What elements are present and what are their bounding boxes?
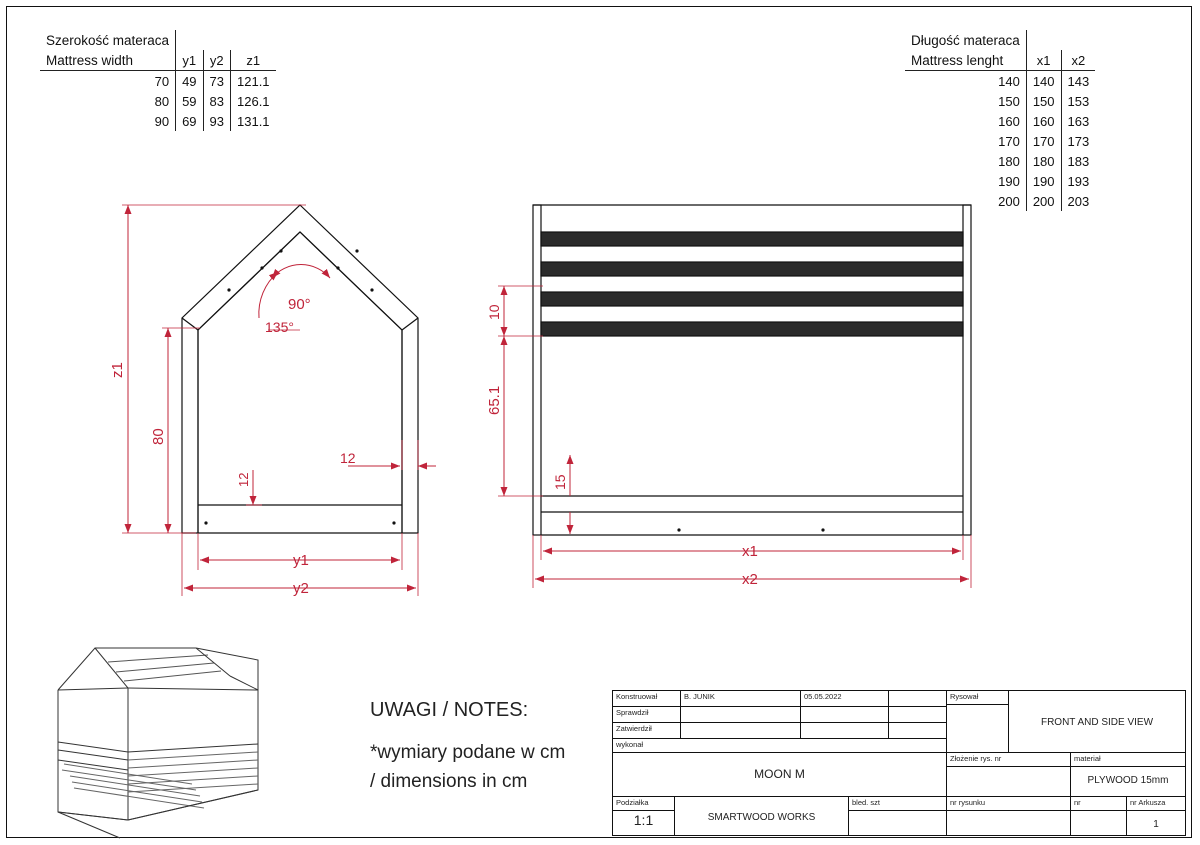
dim-z1: z1 [109,362,126,378]
cell-x2: 153 [1061,91,1095,111]
spacer-cell [203,30,230,50]
table-row [905,171,1095,191]
table-row [905,191,1095,211]
cell-y1: 59 [176,91,203,111]
dim-x1: x1 [742,543,758,560]
table-title-en: Mattress lenght [905,50,1026,71]
view-name: FRONT AND SIDE VIEW [1009,691,1185,753]
rev-value [947,705,1009,753]
cell-y2: 73 [203,71,230,92]
angle-90: 90° [288,296,311,313]
cell-x2: 163 [1061,111,1095,131]
checked-date [801,707,889,723]
cell-y2: 83 [203,91,230,111]
dim-x2: x2 [742,571,758,588]
product-name: MOON M [613,753,947,797]
cell-x2: 183 [1061,151,1095,171]
dim-80: 80 [150,428,167,445]
table-row [905,91,1095,111]
maker-label: wykonał [613,739,947,753]
cell-x1: 180 [1026,151,1061,171]
dim-y2: y2 [293,580,309,597]
cell-x2: 203 [1061,191,1095,211]
cell-y2: 93 [203,111,230,131]
angle-135: 135° [265,319,294,335]
cell-x1: 140 [1026,71,1061,92]
cell-z1: 121.1 [231,71,276,92]
cell-length: 180 [998,153,1020,169]
checked-sign [889,707,947,723]
sheet-nr-value: 1 [1153,819,1159,830]
table-row [40,111,276,131]
dim-15: 15 [552,474,568,490]
table-title-pl: Szerokość materaca [46,32,170,48]
designed-value: B. JUNIK [681,691,801,707]
cell-length: 200 [998,193,1020,209]
cell-z1: 126.1 [231,91,276,111]
cell-length: 170 [998,133,1020,149]
checked-value [681,707,801,723]
spacer-cell [1026,30,1061,50]
cell-length: 190 [998,173,1020,189]
table-row [40,71,276,92]
cell-z1: 131.1 [231,111,276,131]
table-row [40,30,276,50]
dim-651: 65.1 [486,385,503,415]
table-title-pl: Długość materaca [911,32,1020,48]
table-row [905,30,1095,50]
cell-width: 80 [154,93,170,109]
cell-length: 150 [998,93,1020,109]
mattress-length-table [905,30,1095,211]
table-row [905,71,1095,92]
spacer-cell [176,30,203,50]
title-block [612,690,1186,836]
unit-value [849,811,947,836]
material-label: materiał [1071,753,1185,767]
material-value: PLYWOOD 15mm [1071,767,1185,797]
scale-value: 1:1 [613,811,675,836]
cell-width: 70 [154,73,170,89]
table-row [905,131,1095,151]
table-row [905,151,1095,171]
table-row [40,91,276,111]
checked-label: Sprawdził [613,707,681,723]
designed-date: 05.05.2022 [801,691,889,707]
spacer-cell [1061,30,1095,50]
cell-length: 140 [998,73,1020,89]
dim-12-horizontal: 12 [340,450,356,466]
cell-x1: 160 [1026,111,1061,131]
column-header-x1: x1 [1026,50,1061,71]
cell-length: 160 [998,113,1020,129]
notes-block [370,695,565,797]
dim-y1: y1 [293,552,309,569]
notes-line-2: / dimensions in cm [370,771,528,793]
column-header-z1: z1 [231,50,276,71]
approved-label: Zatwierdził [613,723,681,739]
sheet-nr-label: nr Arkusza [1127,797,1185,811]
assembly-value [947,767,1071,797]
column-header-y2: y2 [203,50,230,71]
spacer-cell [231,30,276,50]
designed-sign [889,691,947,707]
notes-line-1: *wymiary podane w cm [370,742,566,763]
nr-value [1071,811,1127,836]
cell-x2: 193 [1061,171,1095,191]
table-header-row [40,50,276,71]
cell-x1: 190 [1026,171,1061,191]
company-name: SMARTWOOD WORKS [675,797,849,836]
scale-label: Podziałka [613,797,675,811]
table-row [905,111,1095,131]
approved-value [681,723,801,739]
cell-x1: 150 [1026,91,1061,111]
cell-x1: 170 [1026,131,1061,151]
cell-x2: 173 [1061,131,1095,151]
column-header-y1: y1 [176,50,203,71]
sign-label: nr rysunku [947,797,1071,811]
nr-label: nr [1071,797,1127,811]
cell-x2: 143 [1061,71,1095,92]
notes-heading: UWAGI / NOTES: [370,699,529,721]
designed-label: Konstruował [613,691,681,707]
table-title-en: Mattress width [40,50,176,71]
rev-label: Rysował [947,691,1009,705]
table-header-row [905,50,1095,71]
dim-10: 10 [486,304,502,320]
dim-12-vertical: 12 [236,472,251,487]
cell-y1: 69 [176,111,203,131]
cell-x1: 200 [1026,191,1061,211]
approved-date [801,723,889,739]
approved-sign [889,723,947,739]
sign-value [947,811,1071,836]
mattress-width-table [40,30,276,131]
cell-width: 90 [154,113,170,129]
unit-label: bled. szt [849,797,947,811]
column-header-x2: x2 [1061,50,1095,71]
assembly-label: Złożenie rys. nr [947,753,1071,767]
cell-y1: 49 [176,71,203,92]
